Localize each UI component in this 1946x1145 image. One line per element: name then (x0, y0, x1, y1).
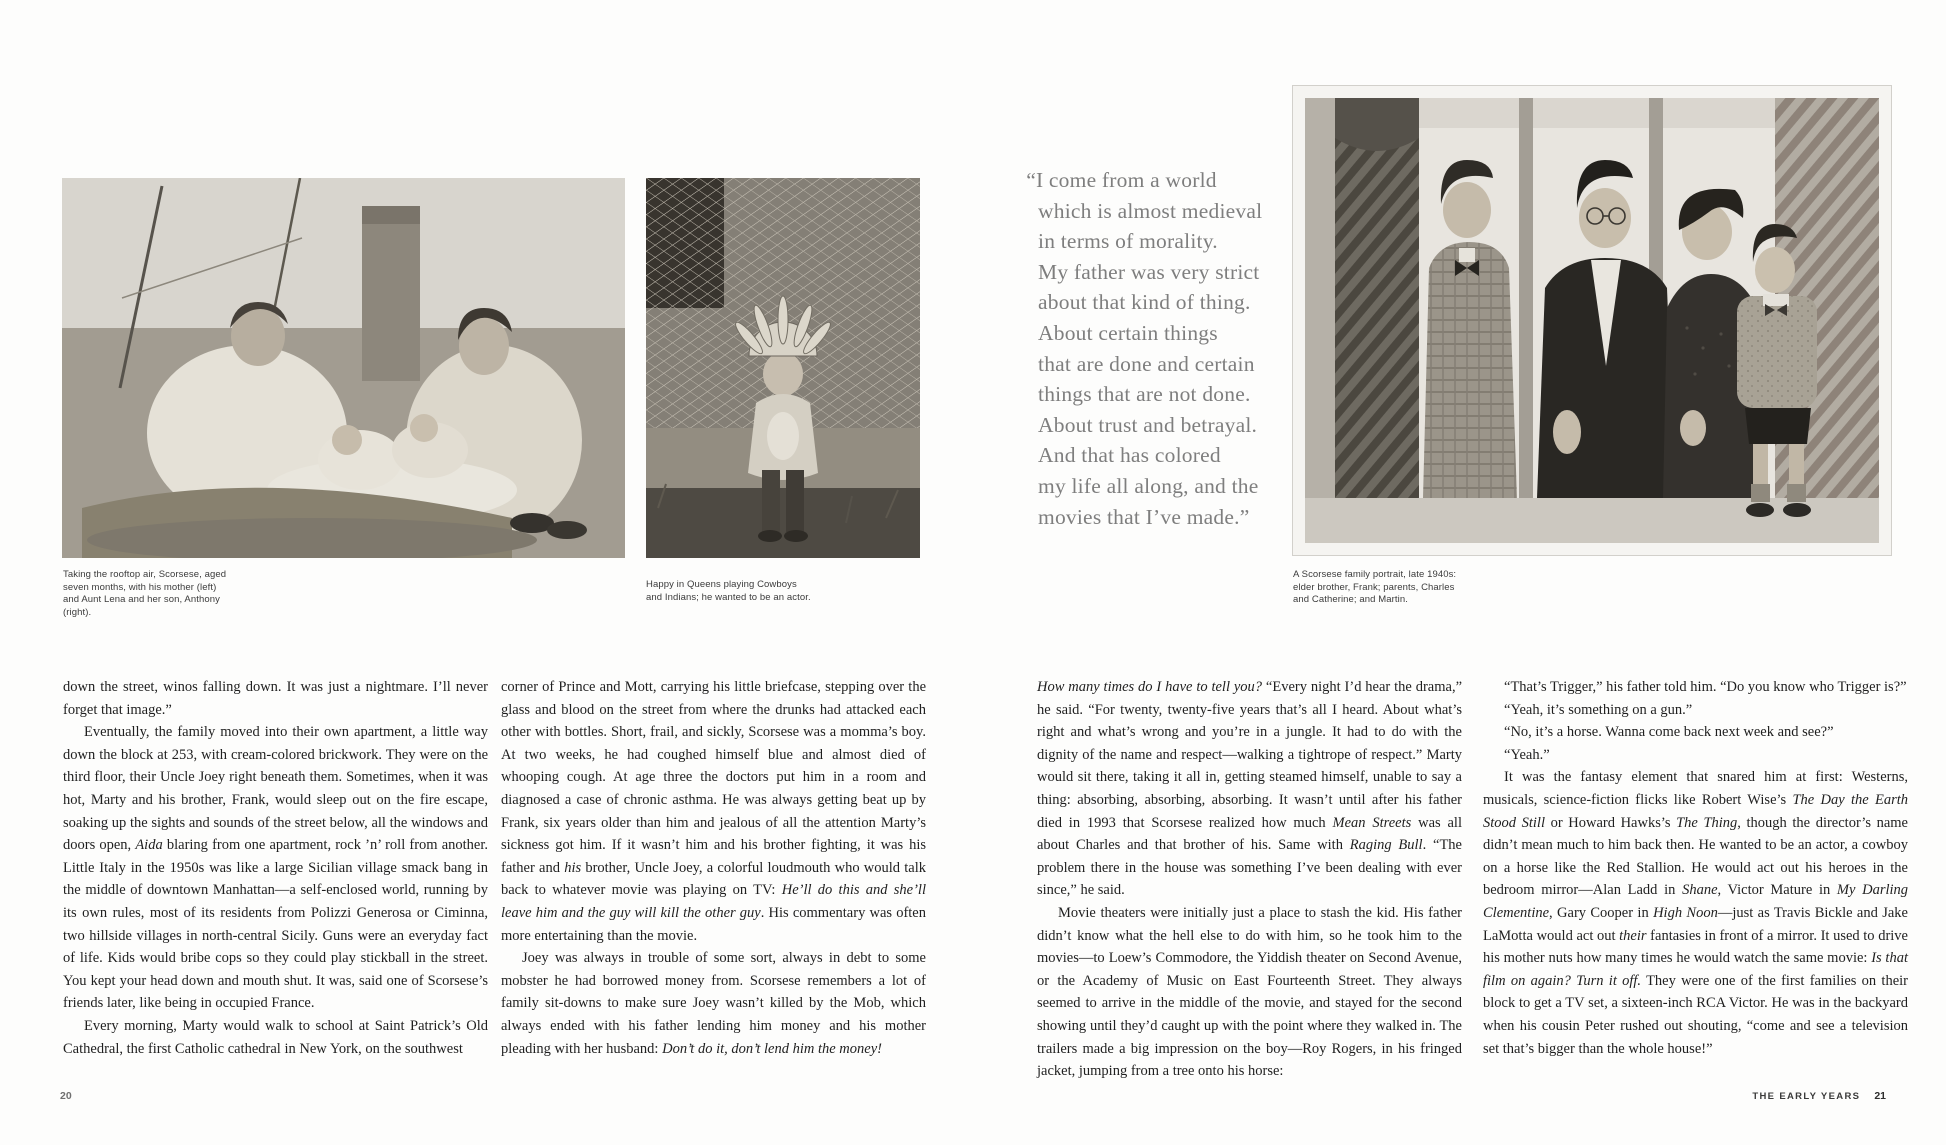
pull-quote-line: movies that I’ve made.” (1038, 504, 1250, 529)
body-paragraph: “Yeah.” (1504, 746, 1550, 763)
section-title: THE EARLY YEARS (1752, 1091, 1861, 1102)
body-paragraph: How many times do I have to tell you? “Every night I’d hear the drama,” he said. “For twenty, twenty-five years that’s all I heard. About what’s right and what’s wrong and you’re in a jungle. It had to do with the dignity of the name and respect—walking a tightrope of respect.” Marty would sit there, taking it all in, getting steamed himself, unable to say a thing: absorbing, absorbing, absorbing. It wasn’t until after his father died in 1993 that Scorsese realized how much Mean Streets was all about Charles and that brother of his. Same with Raging Bull. “The problem there in the house was something I’ve been dealing with ever since,” he said. (1037, 679, 1463, 899)
body-paragraph: down the street, winos falling down. It was just a nightmare. I’ll never forget that image.” (63, 679, 488, 718)
pull-quote-line: that are done and certain (1038, 351, 1255, 376)
body-paragraph: Joey was always in trouble of some sort, always in debt to some mobster he had borrowed money from. Scorsese remembers a lot of family sit-downs to make sure Joey wasn’t killed by the Mob, which always ended with his father lending him money and his mother pleading with her husband: Don’t do it, don’t lend him the money! (501, 950, 926, 1057)
caption-family-portrait: A Scorsese family portrait, late 1940s: elder brother, Frank; parents, Charles and Catherine; and Martin. (1293, 569, 1457, 606)
pull-quote-line: My father was very strict (1038, 259, 1260, 284)
body-paragraph: “No, it’s a horse. Wanna come back next week and see?” (1504, 724, 1834, 741)
page-number-left: 20 (60, 1090, 72, 1102)
pull-quote-line: And that has colored (1038, 443, 1221, 468)
pull-quote-line: “I come from a world (1026, 168, 1217, 192)
pull-quote-line: in terms of morality. (1038, 229, 1218, 254)
pull-quote-line: my life all along, and the (1038, 473, 1259, 498)
cowboys-photo-image (646, 178, 920, 558)
pull-quote-line: things that are not done. (1038, 382, 1251, 407)
pull-quote-line: About certain things (1038, 320, 1218, 345)
body-paragraph: Movie theaters were initially just a place to stash the kid. His father didn’t know what the hell else to do with him, so he took him to the movies—to Loew’s Commodore, the Yiddish theater on Second Avenue, or the Academy of Music on East Fourteenth Street. They always seemed to arrive in the middle of the movie, and stayed for the second showing until they’d caught up with the point where they walked in. The trailers made a big impression on the boy—Roy Rogers, in his fringed jacket, jumping from a tree onto his horse: (1037, 904, 1462, 1080)
pull-quote-line: About trust and betrayal. (1038, 412, 1258, 437)
body-column-right-1 (1037, 676, 1462, 1083)
body-paragraph: Eventually, the family moved into their own apartment, a little way down the block at 253, with cream-colored brickwork. They were on the third floor, their Uncle Joey right beneath them. Sometimes, when it was hot, Marty and his brother, Frank, would sleep out on the fire escape, soaking up the sights and sounds of the street below, all the windows and doors open, Aida blaring from one apartment, rock ’n’ roll from another. Little Italy in the 1950s was like a large Sicilian village smack bang in the middle of downtown Manhattan—a self-enclosed world, running by its own rules, most of its residents from Polizzi Generosa or Ciminna, two hillside villages in north-central Sicily. Guns were an everyday fact of life. Kids would bribe cops so they could play stickball in the street. You kept your head down and mouth shut. It was, said one of Scorsese’s friends later, like being in occupied France. (63, 724, 488, 1012)
rooftop-photo-image (62, 178, 625, 558)
caption-cowboys: Happy in Queens playing Cowboys and Indians; he wanted to be an actor. (646, 579, 811, 603)
caption-rooftop: Taking the rooftop air, Scorsese, aged seven months, with his mother (left) and Aunt Lena and her son, Anthony (right). (63, 569, 227, 618)
photo-rooftop-scorsese (62, 178, 625, 558)
body-column-right-2 (1483, 676, 1908, 1060)
body-paragraph: corner of Prince and Mott, carrying his little briefcase, stepping over the glass and blood on the street from where the drunks had attacked each other with bottles. Short, frail, and sickly, Scorsese was a momma’s boy. At two weeks, he had coughed himself blue and almost died of whooping cough. At age three the doctors put him in a room and diagnosed a case of chronic asthma. He was always getting beat up by Frank, six years older than him and jealous of all the attention Marty’s sickness got him. If it wasn’t him and his brother fighting, it was his father and his brother, Uncle Joey, a colorful loudmouth who would talk back to whatever movie was playing on TV: He’ll do this and she’ll leave him and the guy will kill the other guy. His commentary was often more entertaining than the movie. (501, 679, 927, 944)
pull-quote-line: about that kind of thing. (1038, 290, 1251, 315)
body-paragraph: Every morning, Marty would walk to school at Saint Patrick’s Old Cathedral, the first Catholic cathedral in New York, on the southwest (63, 1017, 488, 1057)
pull-quote-line: which is almost medieval (1038, 198, 1263, 223)
body-paragraph: It was the fantasy element that snared him at first: Westerns, musicals, science-fiction flicks like Robert Wise’s The Day the Earth Stood Still or Howard Hawks’s The Thing, though the director’s name didn’t mean much to him back then. He wanted to be an actor, a cowboy on a horse like the Red Stallion. He would act out his heroes in the bedroom mirror—Alan Ladd in Shane, Victor Mature in My Darling Clementine, Gary Cooper in High Noon—just as Travis Bickle and Jake LaMotta would act out their fantasies in front of a mirror. It used to drive his mother nuts how many times he would watch the same movie: Is that film on again? Turn it off. They were one of the first families on their block to get a TV set, a sixteen-inch RCA Victor. He was in the backyard when his cousin Peter rushed out shouting, “come and see a television set that’s bigger than the whole house!” (1483, 769, 1909, 1057)
body-column-left-2 (501, 676, 926, 1060)
photo-cowboys-indians (646, 178, 920, 558)
page-number-right: 21 (1874, 1090, 1886, 1102)
photo-family-portrait (1292, 85, 1892, 556)
body-paragraph: “Yeah, it’s something on a gun.” (1504, 701, 1693, 718)
footer-right (1752, 1090, 1886, 1102)
body-column-left-1 (63, 676, 488, 1060)
family-portrait-image (1305, 98, 1879, 543)
body-paragraph: “That’s Trigger,” his father told him. “Do you know who Trigger is?” (1504, 679, 1907, 695)
